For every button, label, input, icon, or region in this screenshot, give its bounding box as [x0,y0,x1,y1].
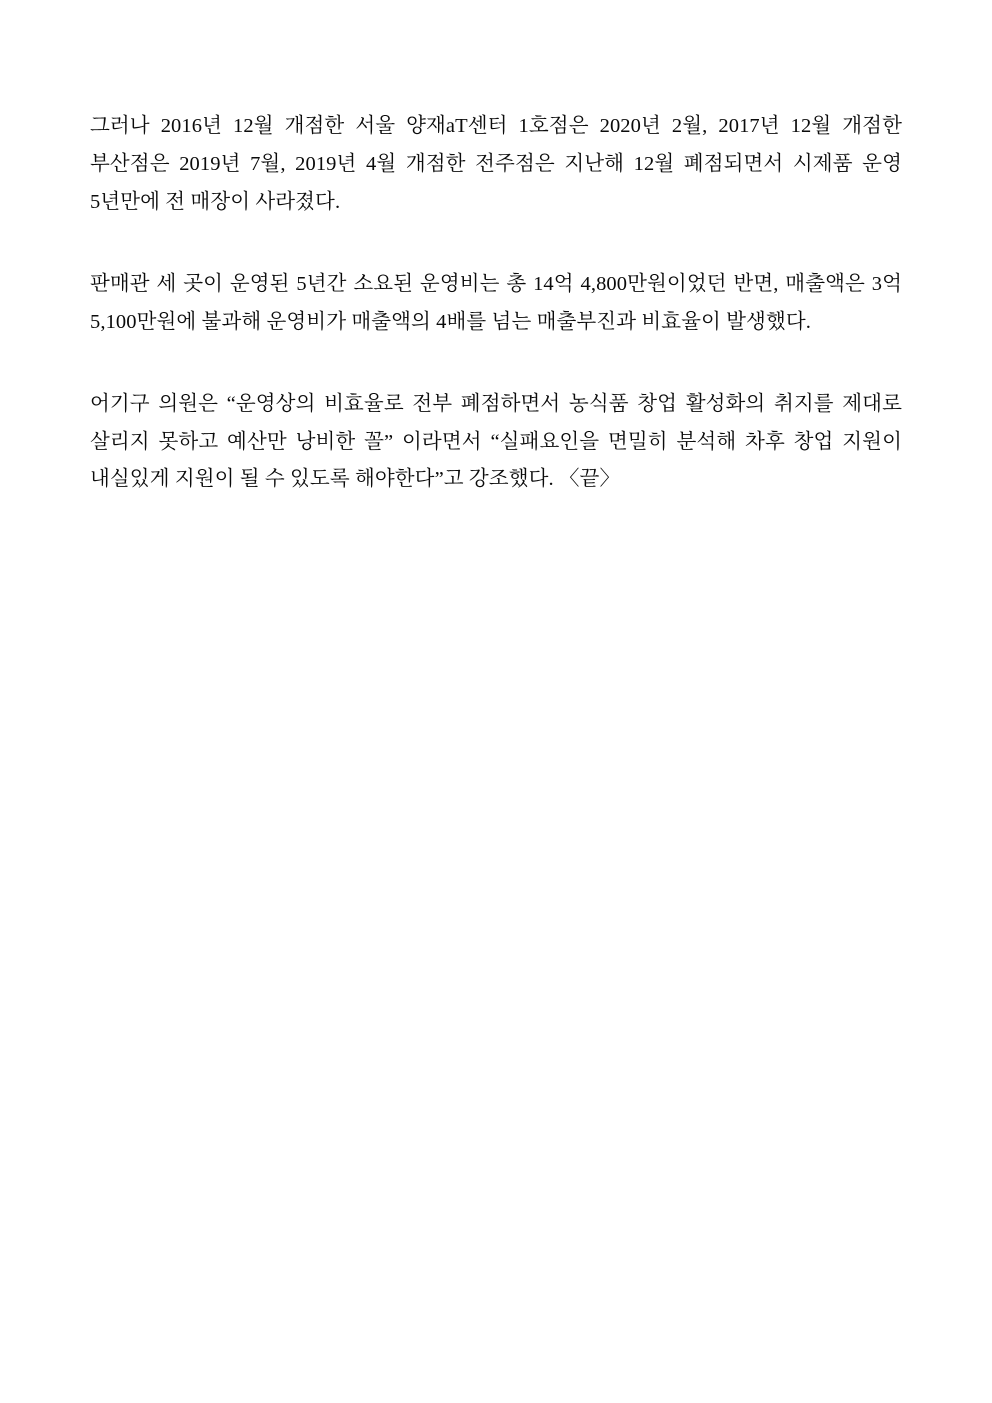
paragraph-2: 판매관 세 곳이 운영된 5년간 소요된 운영비는 총 14억 4,800만원이었던 반면, 매출액은 3억 5,100만원에 불과해 운영비가 매출액의 4배를 넘는 매출부진과 비효율이 발생했다. [90,272,902,333]
document-body [90,108,902,499]
paragraph-3: 어기구 의원은 “운영상의 비효율로 전부 폐점하면서 농식품 창업 활성화의 취지를 제대로 살리지 못하고 예산만 낭비한 꼴” 이라면서 “실패요인을 면밀히 분석해 차후 창업 지원이 내실있게 지원이 될 수 있도록 해야한다”고 강조했다. 〈끝〉 [90,392,902,491]
paragraph-1: 그러나 2016년 12월 개점한 서울 양재aT센터 1호점은 2020년 2월, 2017년 12월 개점한 부산점은 2019년 7월, 2019년 4월 개점한 전주점은 지난해 12월 폐점되면서 시제품 운영 5년만에 전 매장이 사라졌다. [90,115,902,213]
